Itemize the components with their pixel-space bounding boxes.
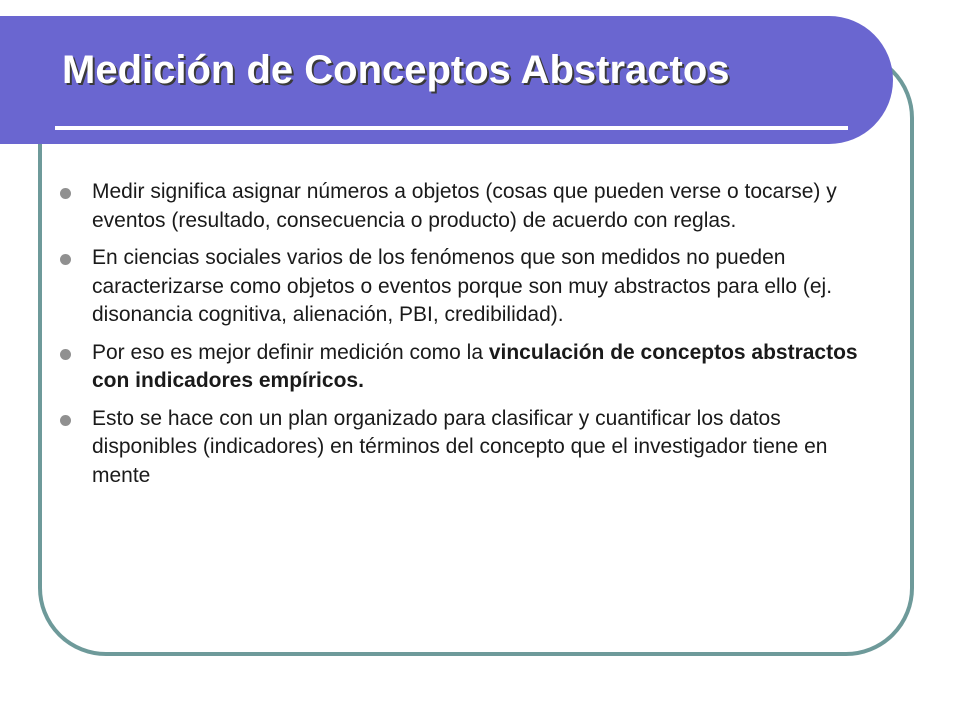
bullet-item-better-definition xyxy=(60,339,860,396)
slide-title: Medición de Conceptos Abstractos xyxy=(62,48,730,92)
bullet-text: En ciencias sociales varios de los fenómenos que son medidos no pueden caracterizarse como objetos o eventos porque son muy abstractos para ello (ej. disonancia cognitiva, alienación, PBI, credibilidad). xyxy=(92,246,833,326)
bullet-dot-icon xyxy=(60,188,71,199)
bullet-text: Por eso es mejor definir medición como la xyxy=(92,340,489,364)
title-underline xyxy=(55,126,848,130)
bullet-item-organized-plan xyxy=(60,405,860,491)
bullet-text: Esto se hace con un plan organizado para clasificar y cuantificar los datos disponibles (indicadores) en términos del concepto que el investigador tiene en mente xyxy=(92,406,828,487)
bullet-item-social-sciences xyxy=(60,244,860,330)
bullet-item-measure-definition xyxy=(60,178,860,235)
bullet-dot-icon xyxy=(60,254,71,265)
bullet-dot-icon xyxy=(60,349,71,360)
bullet-text: Medir significa asignar números a objetos (cosas que pueden verse o tocarse) y eventos (resultado, consecuencia o producto) de acuerdo con reglas. xyxy=(92,180,837,232)
bullet-dot-icon xyxy=(60,415,71,426)
bullet-list xyxy=(60,178,860,499)
bullet-bold-text: vinculación de conceptos abstractos con indicadores empíricos. xyxy=(92,340,858,392)
